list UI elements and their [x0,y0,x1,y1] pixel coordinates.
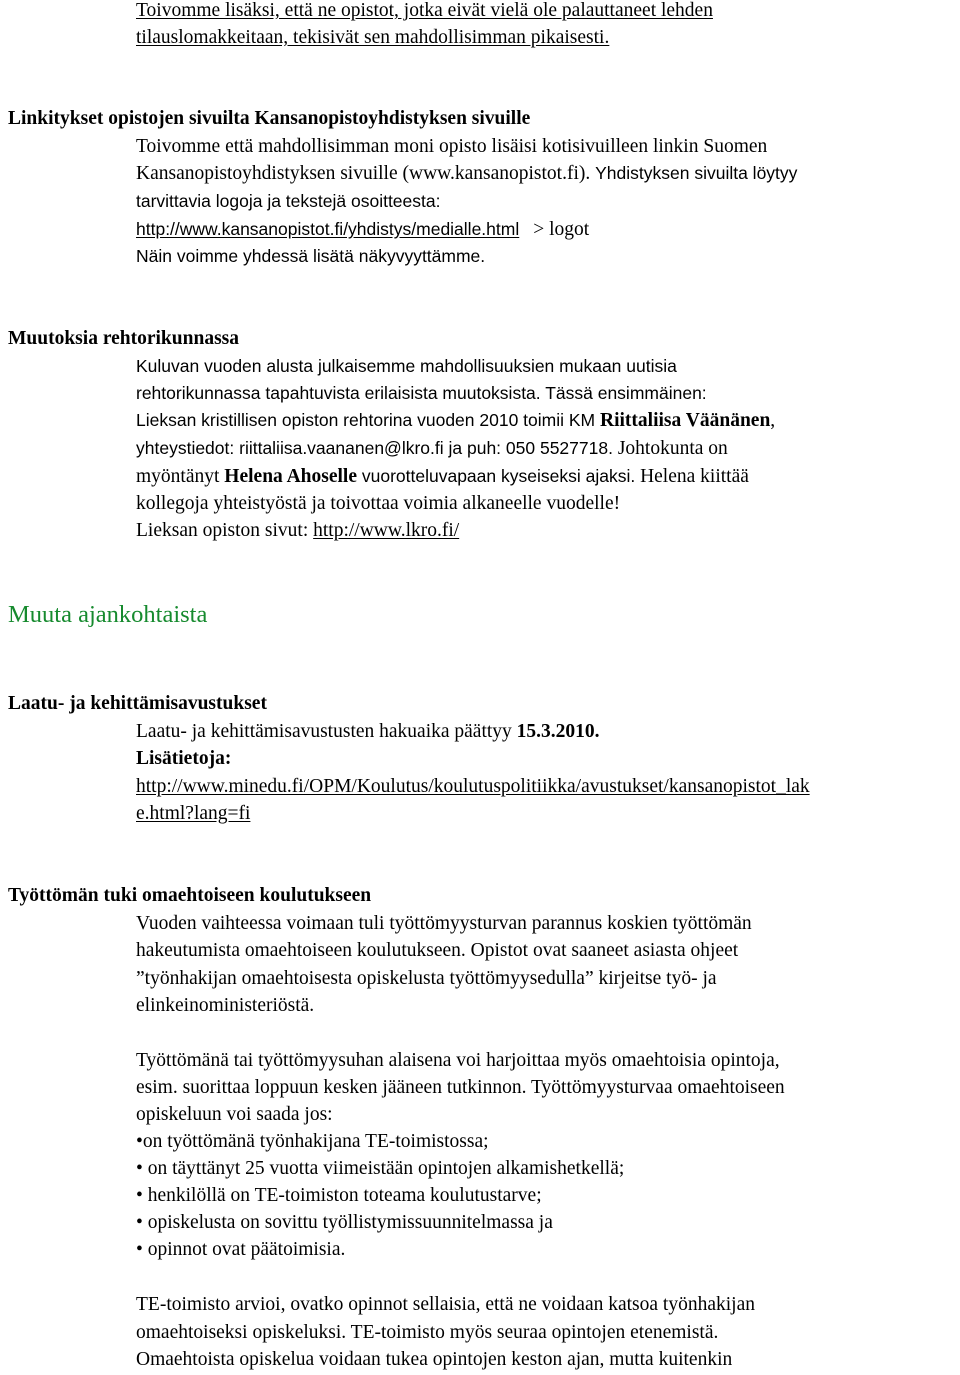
list-item: •on työttömänä työnhakijana TE-toimistossa; [136,1131,489,1152]
tyottoman-p3-line-3: Omaehtoista opiskelua voidaan tukea opintojen keston ajan, mutta kuitenkin [136,1349,733,1370]
linkitykset-line-5: Näin voimme yhdessä lisätä näkyvyyttämme. [136,246,486,266]
laatu-line-1 [136,718,600,745]
muutoksia-line-2a: rehtorikunnassa tapahtuvista erilaisista muutoksista. [136,383,546,403]
linkitykset-line-1: Toivomme että mahdollisimman moni opisto lisäisi kotisivuilleen linkin Suomen [136,136,768,157]
lkro-link[interactable]: http://www.lkro.fi/ [313,520,460,541]
section-heading-laatu: Laatu- ja kehittämisavustukset [8,693,267,714]
tyottoman-p1-line-4: elinkeinoministeriöstä. [136,995,315,1016]
logot-suffix: > logot [533,219,590,240]
list-item: • on täyttänyt 25 vuotta viimeistään opintojen alkamishetkellä; [136,1158,625,1179]
riittaliisa-name: Riittaliisa Väänänen [600,410,771,431]
tyottoman-p3-line-2: omaehtoiseksi opiskeluksi. TE-toimisto myös seuraa opintojen etenemistä. [136,1322,719,1343]
tyottoman-p1-line-2: hakeutumista omaehtoiseen koulutukseen. Opistot ovat saaneet asiasta ohjeet [136,940,739,961]
muutoksia-line-4a: yhteystiedot: riittaliisa.vaananen@lkro.fi ja puh: 050 5527718. [136,438,618,458]
tyottoman-p2-line-3: opiskeluun voi saada jos: [136,1104,333,1125]
list-item: • henkilöllä on TE-toimiston toteama koulutustarve; [136,1185,542,1206]
linkitykset-line-2a: Kansanopistoyhdistyksen sivuille (www.kansanopistot.fi). [136,163,596,184]
muutoksia-line-5a: myöntänyt [136,466,225,487]
linkitykset-line-4 [136,216,589,243]
muutoksia-line-5c: vuorotteluvapaan kyseiseksi ajaksi. [357,466,641,486]
laatu-deadline: 15.3.2010. [516,721,600,742]
list-item: • opinnot ovat päätoimisia. [136,1239,346,1260]
laatu-lisatietoja: Lisätietoja: [136,748,232,769]
muutoksia-line-1: Kuluvan vuoden alusta julkaisemme mahdollisuuksien mukaan uutisia [136,356,677,376]
muutoksia-line-3a: Lieksan kristillisen opiston rehtorina vuoden 2010 toimii KM [136,410,600,430]
intro-line-1: Toivomme lisäksi, että ne opistot, jotka eivät vielä ole palauttaneet lehden [136,0,713,21]
linkitykset-line-2 [136,160,797,187]
muutoksia-line-3 [136,407,775,434]
minedu-link-line-2[interactable]: e.html?lang=fi [136,803,251,824]
linkitykset-line-2b: Yhdistyksen sivuilta löytyy [595,163,798,183]
helena-name: Helena Ahoselle [224,466,357,487]
muutoksia-line-4b: Johtokunta on [617,438,728,459]
list-item: • opiskelusta on sovittu työllistymissuunnitelmassa ja [136,1212,553,1233]
muutoksia-line-2 [136,380,707,407]
muutoksia-line-7 [136,517,459,544]
tyottoman-p1-line-1: Vuoden vaihteessa voimaan tuli työttömyysturvan parannus koskien työttömän [136,913,752,934]
muutoksia-line-2b: Tässä ensimmäinen: [545,383,707,403]
section-heading-linkitykset: Linkitykset opistojen sivuilta Kansanopistoyhdistyksen sivuille [8,108,531,129]
tyottoman-p2-line-2: esim. suorittaa loppuun kesken jääneen tutkinnon. Työttömyysturvaa omaehtoiseen [136,1077,785,1098]
section-heading-muutoksia: Muutoksia rehtorikunnassa [8,328,239,349]
laatu-line-1a: Laatu- ja kehittämisavustusten hakuaika päättyy [136,721,517,742]
intro-line-2: tilauslomakkeitaan, tekisivät sen mahdollisimman pikaisesti. [136,27,610,48]
muutoksia-line-6: kollegoja yhteistyöstä ja toivottaa voimia alkaneelle vuodelle! [136,493,621,514]
muutoksia-line-7a: Lieksan opiston sivut: [136,520,314,541]
muutoksia-line-4 [136,435,728,462]
tyottoman-p2-line-1: Työttömänä tai työttömyysuhan alaisena voi harjoittaa myös omaehtoisia opintoja, [136,1050,780,1071]
minedu-link-line-1[interactable]: http://www.minedu.fi/OPM/Koulutus/koulutuspolitiikka/avustukset/kansanopistot_lak [136,776,810,797]
muutoksia-line-5d: Helena kiittää [640,466,749,487]
tyottoman-p1-line-3: ”työnhakijan omaehtoisesta opiskelusta työttömyysedulla” kirjeitse työ- ja [136,968,717,989]
muutoksia-line-5 [136,463,749,490]
section-heading-tyottoman-tuki: Työttömän tuki omaehtoiseen koulutukseen [8,885,372,906]
linkitykset-line-3: tarvittavia logoja ja tekstejä osoitteesta: [136,191,441,211]
medialle-link[interactable]: http://www.kansanopistot.fi/yhdistys/medialle.html [136,219,520,239]
section-heading-muuta-ajankohtaista: Muuta ajankohtaista [8,601,208,628]
muutoksia-line-3c: , [770,410,776,431]
tyottoman-p3-line-1: TE-toimisto arvioi, ovatko opinnot sellaisia, että ne voidaan katsoa työnhakijan [136,1294,755,1315]
